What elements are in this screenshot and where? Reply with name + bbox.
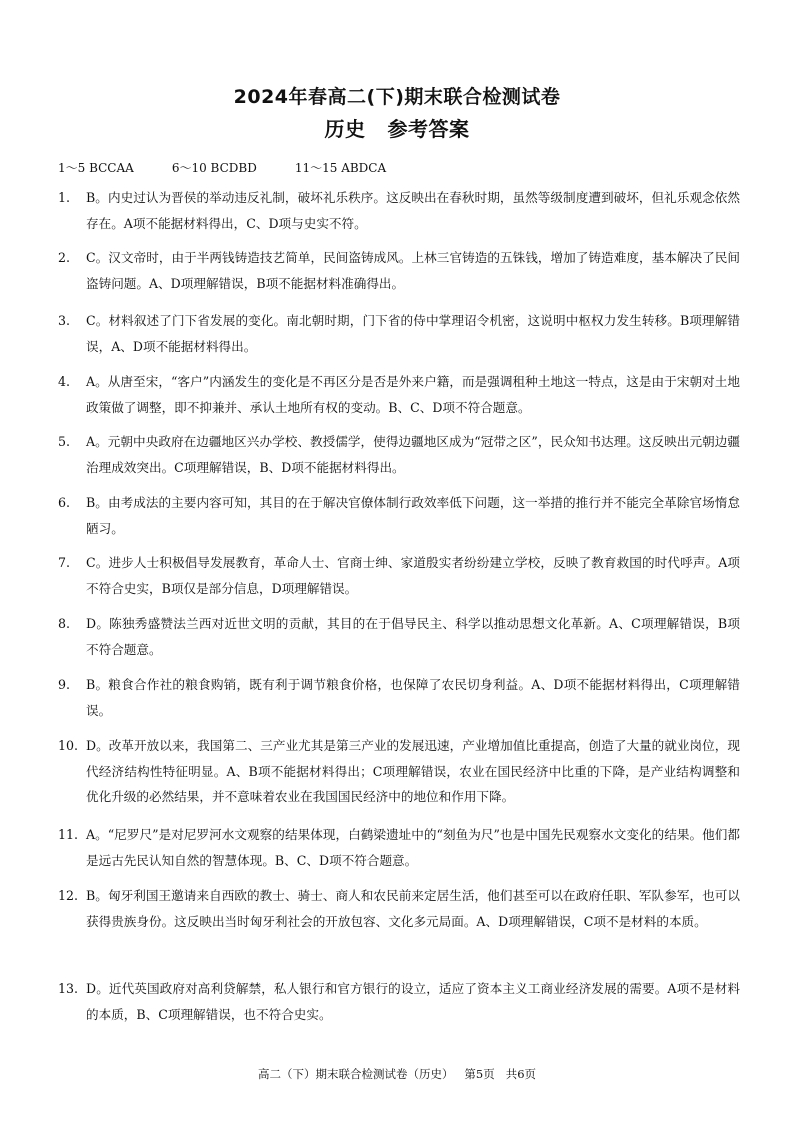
item-explanation: B。粮食合作社的粮食购销，既有利于调节粮食价格，也保障了农民切身利益。A、D项不能据材料得出，C项理解错误。 — [86, 677, 740, 718]
item-number: 11. — [58, 827, 79, 842]
subject-title — [0, 113, 794, 142]
item-number: 6. — [58, 495, 71, 510]
answer-item-3 — [58, 308, 740, 359]
item-explanation: A。“尼罗尺”是对尼罗河水文观察的结果体现，白鹤梁遗址中的“刻鱼为尺”也是中国先民观察水文变化的结果。他们都是远古先民认知自然的智慧体现。B、C、D项不符合题意。 — [86, 827, 740, 868]
answer-key-summary — [58, 159, 386, 176]
item-number: 10. — [58, 738, 79, 753]
answer-item-13 — [58, 976, 740, 1027]
answer-key-group-3: 11～15 ABDCA — [294, 161, 387, 175]
answer-item-2 — [58, 245, 740, 296]
footer-page-number: 第5页 — [464, 1067, 495, 1081]
item-number: 7. — [58, 555, 71, 570]
item-number: 8. — [58, 616, 71, 631]
item-explanation: A。元朝中央政府在边疆地区兴办学校、教授儒学，使得边疆地区成为“冠带之区”，民众知书达理。这反映出元朝边疆治理成效突出。C项理解错误，B、D项不能据材料得出。 — [86, 434, 740, 475]
item-number: 2. — [58, 250, 71, 265]
footer-total-pages: 共6页 — [505, 1067, 537, 1081]
item-explanation: B。由考成法的主要内容可知，其目的在于解决官僚体制行政效率低下问题，这一举措的推行并不能完全革除官场惰怠陋习。 — [86, 495, 740, 536]
answer-item-7 — [58, 550, 740, 601]
item-explanation: A。从唐至宋，“客户”内涵发生的变化是不再区分是否是外来户籍，而是强调租种土地这一特点，这是由于宋朝对土地政策做了调整，即不抑兼并、承认土地所有权的变动。B、C、D项不符合题意。 — [86, 374, 740, 415]
answer-item-8 — [58, 611, 740, 662]
answer-item-6 — [58, 490, 740, 541]
item-explanation: C。汉文帝时，由于半两钱铸造技艺简单，民间盗铸成风。上林三官铸造的五铢钱，增加了铸造难度，基本解决了民间盗铸问题。A、D项理解错误，B项不能据材料准确得出。 — [86, 250, 740, 291]
footer-exam-name: 高二（下）期末联合检测试卷（历史） — [257, 1067, 454, 1081]
answer-item-5 — [58, 429, 740, 480]
answer-item-4 — [58, 369, 740, 420]
item-number: 3. — [58, 313, 71, 328]
item-number: 12. — [58, 888, 79, 903]
answer-item-12 — [58, 883, 740, 934]
item-explanation: C。进步人士积极倡导发展教育，革命人士、官商士绅、家道殷实者纷纷建立学校，反映了教育救国的时代呼声。A项不符合史实，B项仅是部分信息，D项理解错误。 — [86, 555, 740, 596]
item-explanation: B。内史过认为晋侯的举动违反礼制，破坏礼乐秩序。这反映出在春秋时期，虽然等级制度遭到破坏，但礼乐观念依然存在。A项不能据材料得出，C、D项与史实不符。 — [86, 190, 740, 231]
item-explanation: C。材料叙述了门下省发展的变化。南北朝时期，门下省的侍中掌理诏令机密，这说明中枢权力发生转移。B项理解错误，A、D项不能据材料得出。 — [86, 313, 740, 354]
item-number: 1. — [58, 190, 71, 205]
answer-item-10 — [58, 733, 740, 810]
item-explanation: D。陈独秀盛赞法兰西对近世文明的贡献，其目的在于倡导民主、科学以推动思想文化革新。A、C项理解错误，B项不符合题意。 — [86, 616, 740, 657]
item-number: 9. — [58, 677, 71, 692]
item-number: 4. — [58, 374, 71, 389]
item-explanation: D。近代英国政府对高利贷解禁，私人银行和官方银行的设立，适应了资本主义工商业经济发展的需要。A项不是材料的本质，B、C项理解错误，也不符合史实。 — [86, 981, 740, 1022]
item-explanation: B。匈牙利国王邀请来自西欧的教士、骑士、商人和农民前来定居生活，他们甚至可以在政府任职、军队参军，也可以获得贵族身份。这反映出当时匈牙利社会的开放包容、文化多元局面。A、D项理解错误，C项不是材料的本质。 — [86, 888, 740, 929]
answer-item-9 — [58, 672, 740, 723]
answer-item-11 — [58, 822, 740, 873]
answer-item-1 — [58, 185, 740, 236]
answer-key-group-1: 1～5 BCCAA — [58, 161, 134, 175]
exam-title: 2024年春高二(下)期末联合检测试卷 — [233, 86, 561, 108]
subject-label: 历史 — [324, 117, 366, 141]
item-explanation: D。改革开放以来，我国第二、三产业尤其是第三产业的发展迅速，产业增加值比重提高，创造了大量的就业岗位，现代经济结构性特征明显。A、B项不能据材料得出；C项理解错误，农业在国民经济中比重的下降，是产业结构调整和优化升级的必然结果，并不意味着农业在我国国民经济中的地位和作用下降。 — [86, 738, 740, 805]
answer-key-group-2: 6～10 BCDBD — [171, 161, 257, 175]
item-number: 5. — [58, 434, 71, 449]
item-number: 13. — [58, 981, 79, 996]
page-footer — [0, 1066, 794, 1082]
answers-label: 参考答案 — [387, 117, 470, 141]
